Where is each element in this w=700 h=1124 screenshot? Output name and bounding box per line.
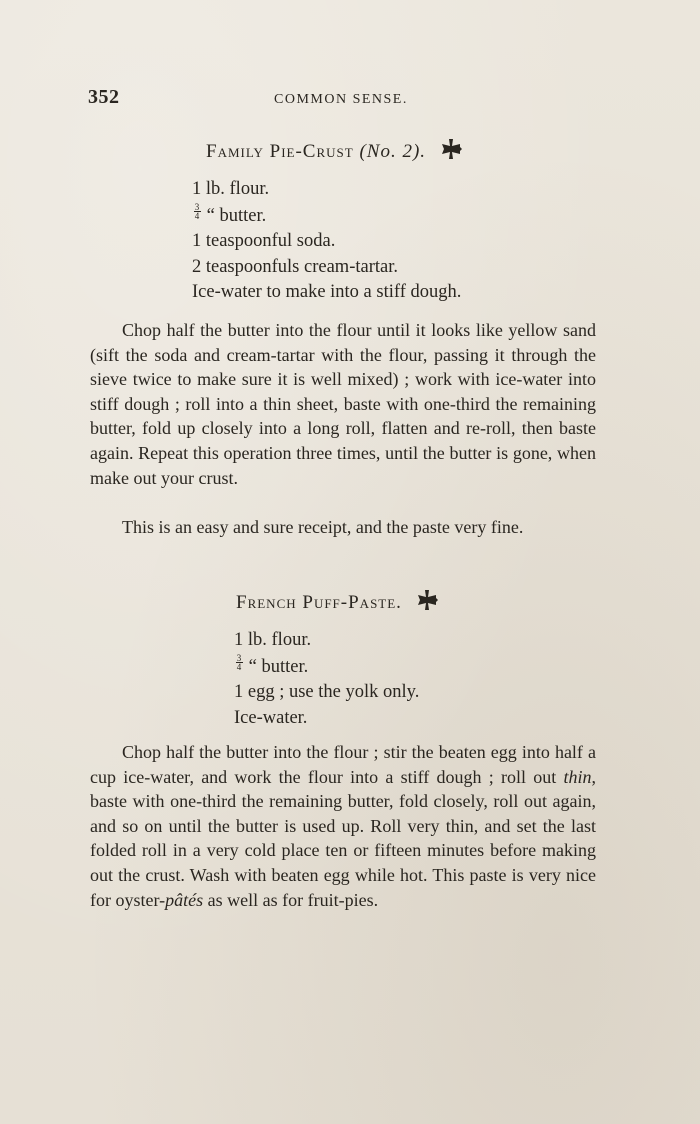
ingredient-item: $\frac{3}{4}$ “ butter.	[192, 203, 461, 230]
note-paragraph: This is an easy and sure receipt, and the paste very fine.	[122, 517, 524, 537]
emphasis-pates: pâtés	[165, 889, 204, 910]
ingredient-item: 1 egg ; use the yolk only.	[234, 682, 420, 702]
recipe-title-family-pie-crust	[206, 139, 462, 165]
fraction-three-quarters: $\frac{3}{4}$	[236, 652, 242, 672]
method-paragraph: Chop half the butter into the flour until it looks like yellow sand (sift the soda and cream-tartar with the flour, passing it through the sieve twice to make sure it is well mixed) ; work with ice-water into stiff dough ; roll into a thin sheet, baste with one-third the remaining butter, fold up closely into a long roll, flatten and re-roll, then baste again. Repeat this operation three times, until the butter is gone, when make out your crust.	[90, 320, 596, 488]
ingredient-item: $\frac{3}{4}$ “ butter.	[234, 654, 419, 681]
ingredient-item: 1 lb. flour.	[192, 179, 270, 199]
ingredient-item: Ice-water to make into a stiff dough.	[192, 282, 462, 302]
recipe-title-text: French Puff-Paste.	[236, 592, 402, 613]
ingredient-item: 2 teaspoonfuls cream-tartar.	[192, 256, 398, 277]
recipe-title-french-puff-paste	[236, 590, 438, 616]
fraction-three-quarters: $\frac{3}{4}$	[194, 201, 200, 221]
recipe-title-number: (No. 2).	[359, 141, 427, 162]
recipe-title-text: Family Pie-Crust	[206, 141, 354, 162]
running-title: COMMON SENSE.	[274, 92, 408, 107]
running-head	[88, 86, 604, 114]
ingredient-item: 1 teaspoonful soda.	[192, 231, 336, 251]
ingredient-item: 1 lb. flour.	[234, 630, 312, 650]
method-paragraph: Chop half the butter into the flour ; stir the beaten egg into half a cup ice-water, and work the flour into a stiff dough ; roll out thin, baste with one-third the remaining butter, fold closely, roll out again, and so on until the butter is used up. Roll very thin, and set the last folded roll in a very cold place ten or fifteen minutes before making out the crust. Wash with beaten egg while hot. This paste is very nice for oyster-pâtés as well as for fruit-pies.	[90, 742, 596, 910]
ingredient-list-family-pie-crust	[192, 177, 461, 306]
cross-pattee-icon	[440, 139, 462, 165]
cross-pattee-icon	[416, 590, 438, 616]
page-number: 352	[88, 86, 120, 108]
emphasis-thin: thin	[563, 766, 592, 787]
ingredient-list-french-puff-paste	[234, 628, 419, 731]
ingredient-item: Ice-water.	[234, 707, 308, 728]
